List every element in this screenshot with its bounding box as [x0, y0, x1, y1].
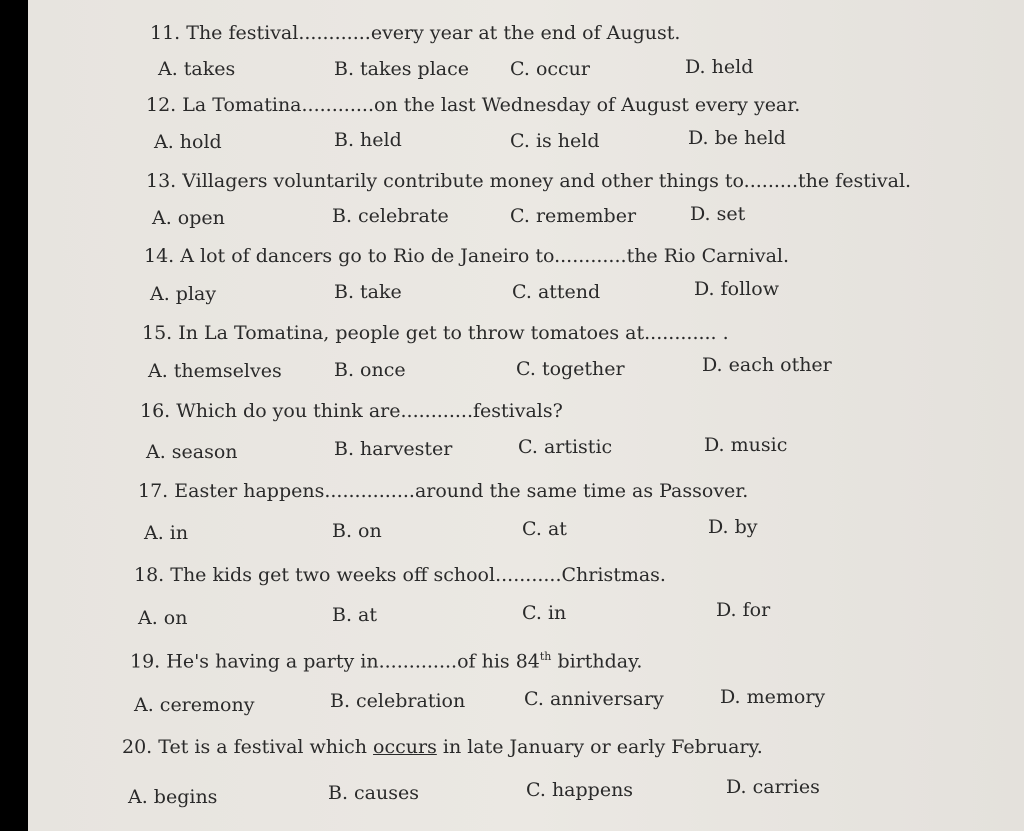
- question-number: 19.: [130, 650, 161, 673]
- worksheet-page: [28, 0, 1024, 831]
- underlined-word: occurs: [373, 736, 437, 758]
- option-c: C. together: [516, 358, 625, 380]
- question-text: The kids get two weeks off school: [170, 564, 496, 586]
- question-13: [146, 170, 911, 192]
- option-d: D. carries: [726, 776, 820, 798]
- option-b: B. take: [334, 281, 402, 303]
- answer-blank: .........: [743, 170, 799, 192]
- answer-blank: .............: [378, 650, 458, 673]
- question-text: La Tomatina: [182, 94, 302, 116]
- option-c: C. anniversary: [524, 688, 664, 710]
- option-b: B. celebration: [330, 690, 466, 712]
- option-b: B. celebrate: [332, 205, 449, 227]
- question-text: the Rio Carnival.: [626, 245, 790, 267]
- option-c: C. attend: [512, 281, 601, 303]
- question-text: Villagers voluntarily contribute money and other things to: [182, 170, 744, 192]
- option-a: A. play: [150, 283, 217, 305]
- answer-blank: ............: [400, 400, 473, 422]
- question-19: [130, 650, 642, 672]
- question-number: 14.: [144, 245, 175, 267]
- ordinal-suffix: th: [539, 650, 552, 663]
- option-a: A. on: [138, 607, 188, 629]
- option-c: C. artistic: [518, 436, 613, 458]
- question-text: of his 84: [457, 650, 540, 673]
- option-a: A. in: [144, 522, 189, 544]
- option-a: A. open: [152, 207, 225, 229]
- option-d: D. memory: [720, 686, 826, 708]
- question-text: around the same time as Passover.: [414, 480, 749, 502]
- question-text: on the last Wednesday of August every year.: [374, 94, 801, 116]
- option-a: A. takes: [158, 58, 236, 80]
- option-d: D. held: [685, 56, 754, 78]
- option-d: D. for: [716, 599, 771, 621]
- option-c: C. occur: [510, 58, 590, 80]
- question-number: 20.: [122, 736, 153, 758]
- question-12: [146, 94, 800, 116]
- option-c: C. remember: [510, 205, 637, 227]
- question-20: [122, 736, 763, 758]
- option-d: D. set: [690, 203, 746, 225]
- option-b: B. held: [334, 129, 402, 151]
- answer-blank: ............: [554, 245, 627, 267]
- option-a: A. hold: [154, 131, 222, 153]
- question-11: [150, 22, 680, 44]
- question-text: He's having a party in: [166, 650, 379, 673]
- question-text: A lot of dancers go to Rio de Janeiro to: [180, 245, 555, 267]
- option-c: C. is held: [510, 130, 600, 152]
- option-b: B. on: [332, 520, 382, 542]
- question-text: festivals?: [473, 400, 563, 422]
- question-number: 13.: [146, 170, 177, 192]
- question-text: Which do you think are: [176, 400, 401, 422]
- option-c: C. at: [522, 518, 567, 540]
- question-number: 15.: [142, 322, 173, 344]
- question-number: 16.: [140, 400, 171, 422]
- question-14: [144, 245, 789, 267]
- question-15: [142, 322, 729, 344]
- question-text: the festival.: [798, 170, 912, 192]
- option-a: A. ceremony: [134, 694, 255, 716]
- option-d: D. follow: [694, 278, 779, 300]
- question-text: every year at the end of August.: [370, 22, 681, 44]
- question-text: in late January or early February.: [436, 736, 763, 758]
- answer-blank: ............: [298, 22, 371, 44]
- option-c: C. in: [522, 602, 567, 624]
- question-text: In La Tomatina, people get to throw tomatoes at: [178, 322, 645, 344]
- option-b: B. causes: [328, 782, 419, 804]
- question-text: Tet is a festival which: [158, 736, 374, 758]
- option-c: C. happens: [526, 779, 634, 801]
- option-a: A. season: [146, 441, 238, 463]
- option-d: D. each other: [702, 354, 832, 376]
- question-text: birthday.: [551, 650, 643, 673]
- option-a: A. themselves: [148, 360, 282, 382]
- question-18: [134, 564, 666, 586]
- option-b: B. harvester: [334, 438, 453, 460]
- question-number: 18.: [134, 564, 165, 586]
- question-number: 12.: [146, 94, 177, 116]
- answer-blank: ...............: [324, 480, 415, 502]
- question-17: [138, 480, 748, 502]
- option-a: A. begins: [128, 786, 218, 808]
- question-text: Christmas.: [561, 564, 666, 586]
- option-d: D. music: [704, 434, 788, 456]
- answer-blank: ............: [644, 322, 717, 344]
- question-text: Easter happens: [174, 480, 325, 502]
- question-number: 11.: [150, 22, 181, 44]
- answer-blank: ............: [301, 94, 374, 116]
- answer-blank: ...........: [495, 564, 562, 586]
- question-number: 17.: [138, 480, 169, 502]
- option-d: D. be held: [688, 127, 786, 149]
- option-b: B. at: [332, 604, 378, 626]
- question-text: .: [716, 322, 729, 344]
- question-text: The festival: [186, 22, 299, 44]
- option-d: D. by: [708, 516, 758, 538]
- option-b: B. once: [334, 359, 406, 381]
- option-b: B. takes place: [334, 58, 470, 80]
- question-16: [140, 400, 563, 422]
